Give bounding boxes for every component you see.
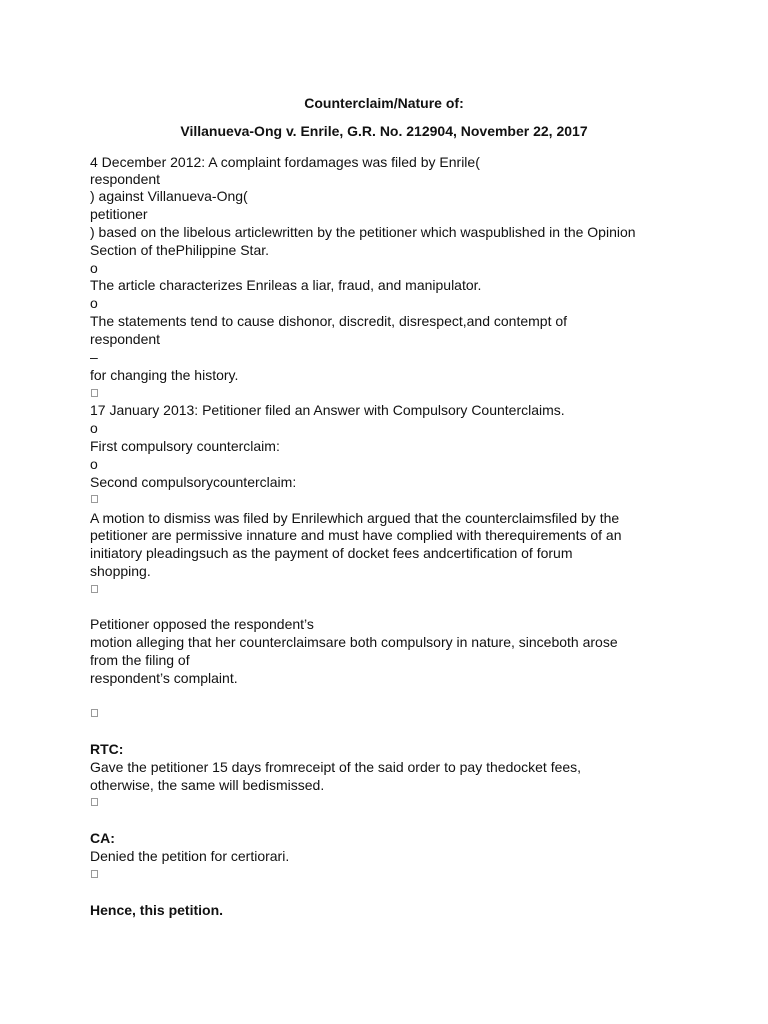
sub-bullet-marker: o: [90, 420, 98, 436]
text-line: otherwise, the same will bedismissed.: [90, 777, 325, 793]
text-line: First compulsory counterclaim:: [90, 438, 280, 454]
text-line: petitioner are permissive innature and must have complied with therequirements of an: [90, 527, 622, 543]
document-title: Counterclaim/Nature of:: [304, 95, 464, 111]
sub-bullet-marker: o: [90, 295, 98, 311]
text-line: from the filing of: [90, 652, 190, 668]
text-line: initiatory pleadingsuch as the payment of docket fees andcertification of forum: [90, 545, 573, 561]
text-line: Denied the petition for certiorari.: [90, 848, 290, 864]
text-line: ) against Villanueva-Ong(: [90, 188, 248, 204]
text-line: shopping.: [90, 563, 151, 579]
conclusion-text: Hence, this petition.: [90, 902, 224, 918]
text-line: The article characterizes Enrileas a liar, fraud, and manipulator.: [90, 277, 482, 293]
text-line: for changing the history.: [90, 367, 239, 383]
text-line: Section of thePhilippine Star.: [90, 242, 270, 258]
section-heading-rtc: RTC:: [90, 741, 124, 757]
sub-bullet-marker: o: [90, 456, 98, 472]
bullet-box-icon: [91, 389, 98, 397]
text-line: motion alleging that her counterclaimsare both compulsory in nature, sinceboth arose: [90, 634, 618, 650]
bullet-box-icon: [91, 585, 98, 593]
bullet-box-icon: [91, 709, 98, 717]
text-line: respondent: [90, 171, 161, 187]
bullet-box-icon: [91, 495, 98, 503]
text-line: respondent: [90, 331, 161, 347]
text-line: Gave the petitioner 15 days fromreceipt of the said order to pay thedocket fees,: [90, 759, 582, 775]
bullet-box-icon: [91, 798, 98, 806]
text-line: –: [90, 349, 98, 365]
section-heading-ca: CA:: [90, 830, 115, 846]
text-line: Second compulsorycounterclaim:: [90, 474, 297, 490]
text-line: respondent’s complaint.: [90, 670, 238, 686]
sub-bullet-marker: o: [90, 260, 98, 276]
case-citation: Villanueva-Ong v. Enrile, G.R. No. 212904, November 22, 2017: [180, 123, 588, 139]
text-line: The statements tend to cause dishonor, discredit, disrespect,and contempt of: [90, 313, 568, 329]
text-line: Petitioner opposed the respondent’s: [90, 616, 314, 632]
text-line: 4 December 2012: A complaint fordamages was filed by Enrile(: [90, 154, 480, 170]
text-line: petitioner: [90, 206, 148, 222]
text-line: A motion to dismiss was filed by Enrilewhich argued that the counterclaimsfiled by the: [90, 510, 620, 526]
bullet-box-icon: [91, 870, 98, 878]
text-line: 17 January 2013: Petitioner filed an Answer with Compulsory Counterclaims.: [90, 402, 565, 418]
text-line: ) based on the libelous articlewritten by the petitioner which waspublished in the Opinion: [90, 224, 636, 240]
